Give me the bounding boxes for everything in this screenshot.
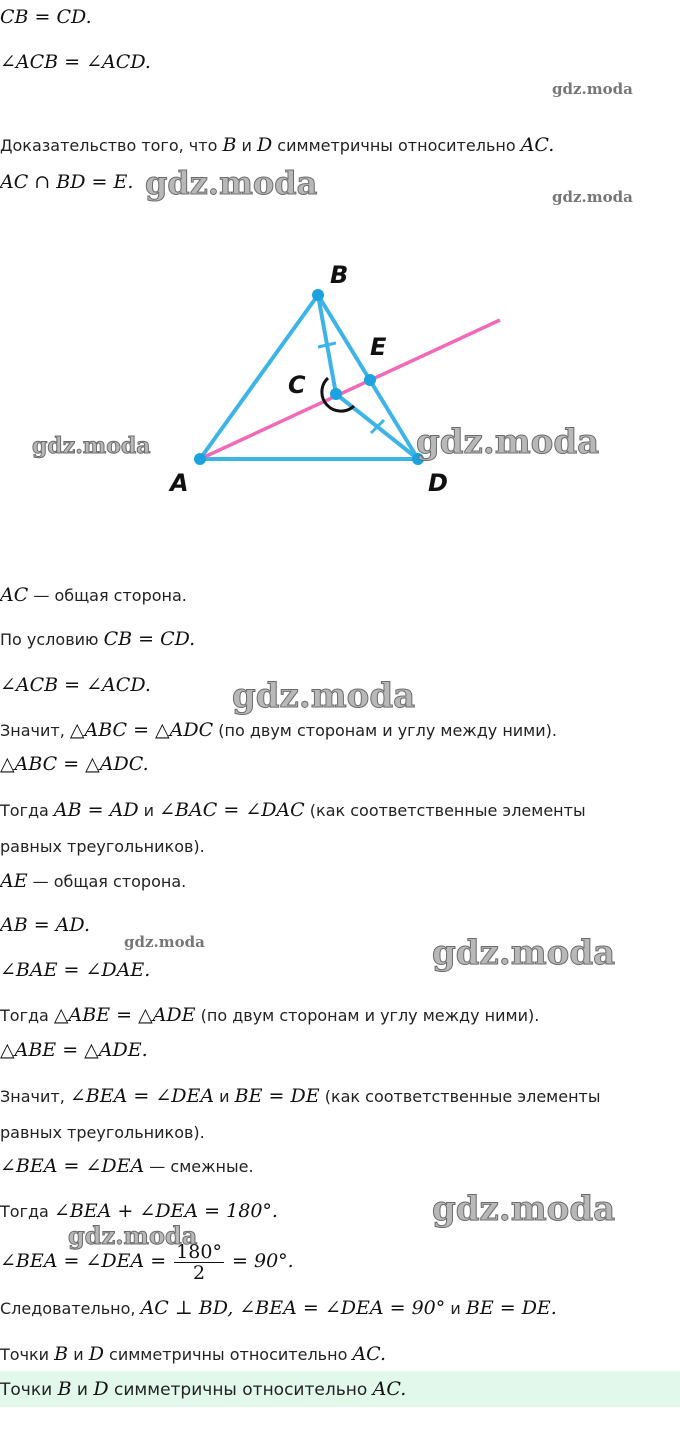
angles-bea-dea: ∠BEA = ∠DEA <box>0 1155 145 1177</box>
label-c: C <box>288 371 306 399</box>
line-ac-ref: AC. <box>372 1378 407 1400</box>
watermark: gdz.moda <box>552 80 633 98</box>
line-ac-ref: AC. <box>352 1343 387 1365</box>
point-d-ref: D <box>93 1378 109 1400</box>
proof-statement <box>0 134 554 157</box>
and-word: и <box>71 1380 94 1400</box>
watermark: gdz.moda <box>68 1221 198 1250</box>
angle-bea-dea: ∠BEA = ∠DEA <box>69 1085 215 1107</box>
label-b: B <box>330 261 349 289</box>
watermark: gdz.moda <box>32 433 151 459</box>
triangles-abc-adc: △ABC = △ADC. <box>0 753 149 775</box>
point-e <box>364 374 376 386</box>
point-d-ref: D <box>256 134 273 156</box>
reason-text: (по двум сторонам и углу между ними). <box>195 1006 540 1025</box>
given-text: По условию <box>0 630 104 649</box>
reason-text: (как соответственные элементы <box>304 801 586 820</box>
triangles-abe-ade-reason <box>0 1004 539 1027</box>
watermark: gdz.moda <box>232 676 416 716</box>
equation-cb-cd: CB = CD. <box>0 6 92 28</box>
triangle-equality: △ABE = △ADE <box>53 1004 196 1026</box>
adjacent-text: — смежные. <box>144 1157 254 1176</box>
common-side-ac <box>0 584 187 607</box>
equal-triangles-text-2: равных треугольников). <box>0 1123 205 1142</box>
perpendicular-math: AC ⊥ BD, ∠BEA = ∠DEA = 90° <box>140 1297 446 1319</box>
given-math: CB = CD. <box>103 628 196 650</box>
equation-ab-ad: AB = AD. <box>0 914 90 936</box>
point-b-ref: B <box>222 134 237 156</box>
point-b-ref: B <box>54 1343 69 1365</box>
tick-bc <box>318 343 336 347</box>
watermark: gdz.moda <box>552 188 633 206</box>
then-text: Тогда <box>0 1006 54 1025</box>
hence-text: Значит, <box>0 1087 70 1106</box>
watermark: gdz.moda <box>432 933 616 973</box>
then-text: Тогда <box>0 801 54 820</box>
point-a <box>194 453 206 465</box>
and-word: и <box>236 136 257 155</box>
fraction-denominator: 2 <box>193 1261 206 1284</box>
common-side-ae <box>0 870 186 893</box>
answer-statement <box>0 1378 406 1401</box>
common-side-text: — общая сторона. <box>28 586 187 605</box>
watermark: gdz.moda <box>416 422 600 462</box>
side-ae: AE <box>0 870 28 892</box>
calc-left: ∠BEA = ∠DEA = <box>0 1250 173 1272</box>
calc-right: = 90°. <box>225 1250 294 1272</box>
given-condition <box>0 628 195 651</box>
hence-text: Значит, <box>0 721 70 740</box>
common-side-text: — общая сторона. <box>27 872 187 891</box>
conclusion-perpendicular <box>0 1297 557 1320</box>
point-d-ref: D <box>88 1343 104 1365</box>
corresponding-elements-1 <box>0 799 586 822</box>
side-ac: AC <box>0 584 29 606</box>
triangles-abc-adc-reason <box>0 719 557 742</box>
equation-angles-a: ∠BAE = ∠DAE. <box>0 959 151 981</box>
equal-triangles-text-1: равных треугольников). <box>0 837 205 856</box>
symmetric-text: симметричны относительно <box>272 136 521 155</box>
and-word: и <box>214 1087 235 1106</box>
triangles-abe-ade: △ABE = △ADE. <box>0 1039 148 1061</box>
watermark: gdz.moda <box>432 1189 616 1229</box>
equation-intersection: AC ∩ BD = E. <box>0 171 134 193</box>
triangle-equality: △ABC = △ADC <box>69 719 214 741</box>
watermark: gdz.moda <box>145 164 318 202</box>
label-d: D <box>428 469 448 497</box>
reason-text: (как соответственные элементы <box>319 1087 601 1106</box>
watermark: gdz.moda <box>124 933 205 951</box>
equation-angles-c: ∠ACB = ∠ACD. <box>0 51 151 73</box>
label-a: A <box>170 469 189 497</box>
be-de: BE = DE. <box>465 1297 557 1319</box>
fraction-numerator: 180° <box>176 1240 222 1263</box>
points-text: Точки <box>0 1345 55 1364</box>
equation-angles-c-2: ∠ACB = ∠ACD. <box>0 674 151 696</box>
reason-text: (по двум сторонам и углу между ними). <box>213 721 557 740</box>
and-word: и <box>68 1345 89 1364</box>
be-de: BE = DE <box>234 1085 320 1107</box>
ab-ad: AB = AD <box>53 799 139 821</box>
symmetry-statement <box>0 1343 386 1366</box>
point-b <box>312 289 324 301</box>
symmetric-text: симметричны относительно <box>103 1345 353 1364</box>
symmetric-text: симметричны относительно <box>108 1380 373 1400</box>
adjacent-angles <box>0 1155 254 1178</box>
sum-equation: ∠BEA + ∠DEA = 180°. <box>53 1200 278 1222</box>
label-e: E <box>370 333 387 361</box>
point-c <box>330 388 342 400</box>
line-ac-ref: AC. <box>520 134 555 156</box>
therefore-text: Следовательно, <box>0 1299 141 1318</box>
statement-text: Доказательство того, что <box>0 136 223 155</box>
angle-bac-dac: ∠BAC = ∠DAC <box>159 799 305 821</box>
and-word: и <box>445 1299 466 1318</box>
then-text: Тогда <box>0 1202 54 1221</box>
corresponding-elements-2 <box>0 1085 601 1108</box>
angle-sum <box>0 1200 278 1223</box>
points-text: Точки <box>0 1380 58 1400</box>
point-b-ref: B <box>57 1378 72 1400</box>
geometry-diagram <box>0 250 680 510</box>
and-word: и <box>138 801 160 820</box>
